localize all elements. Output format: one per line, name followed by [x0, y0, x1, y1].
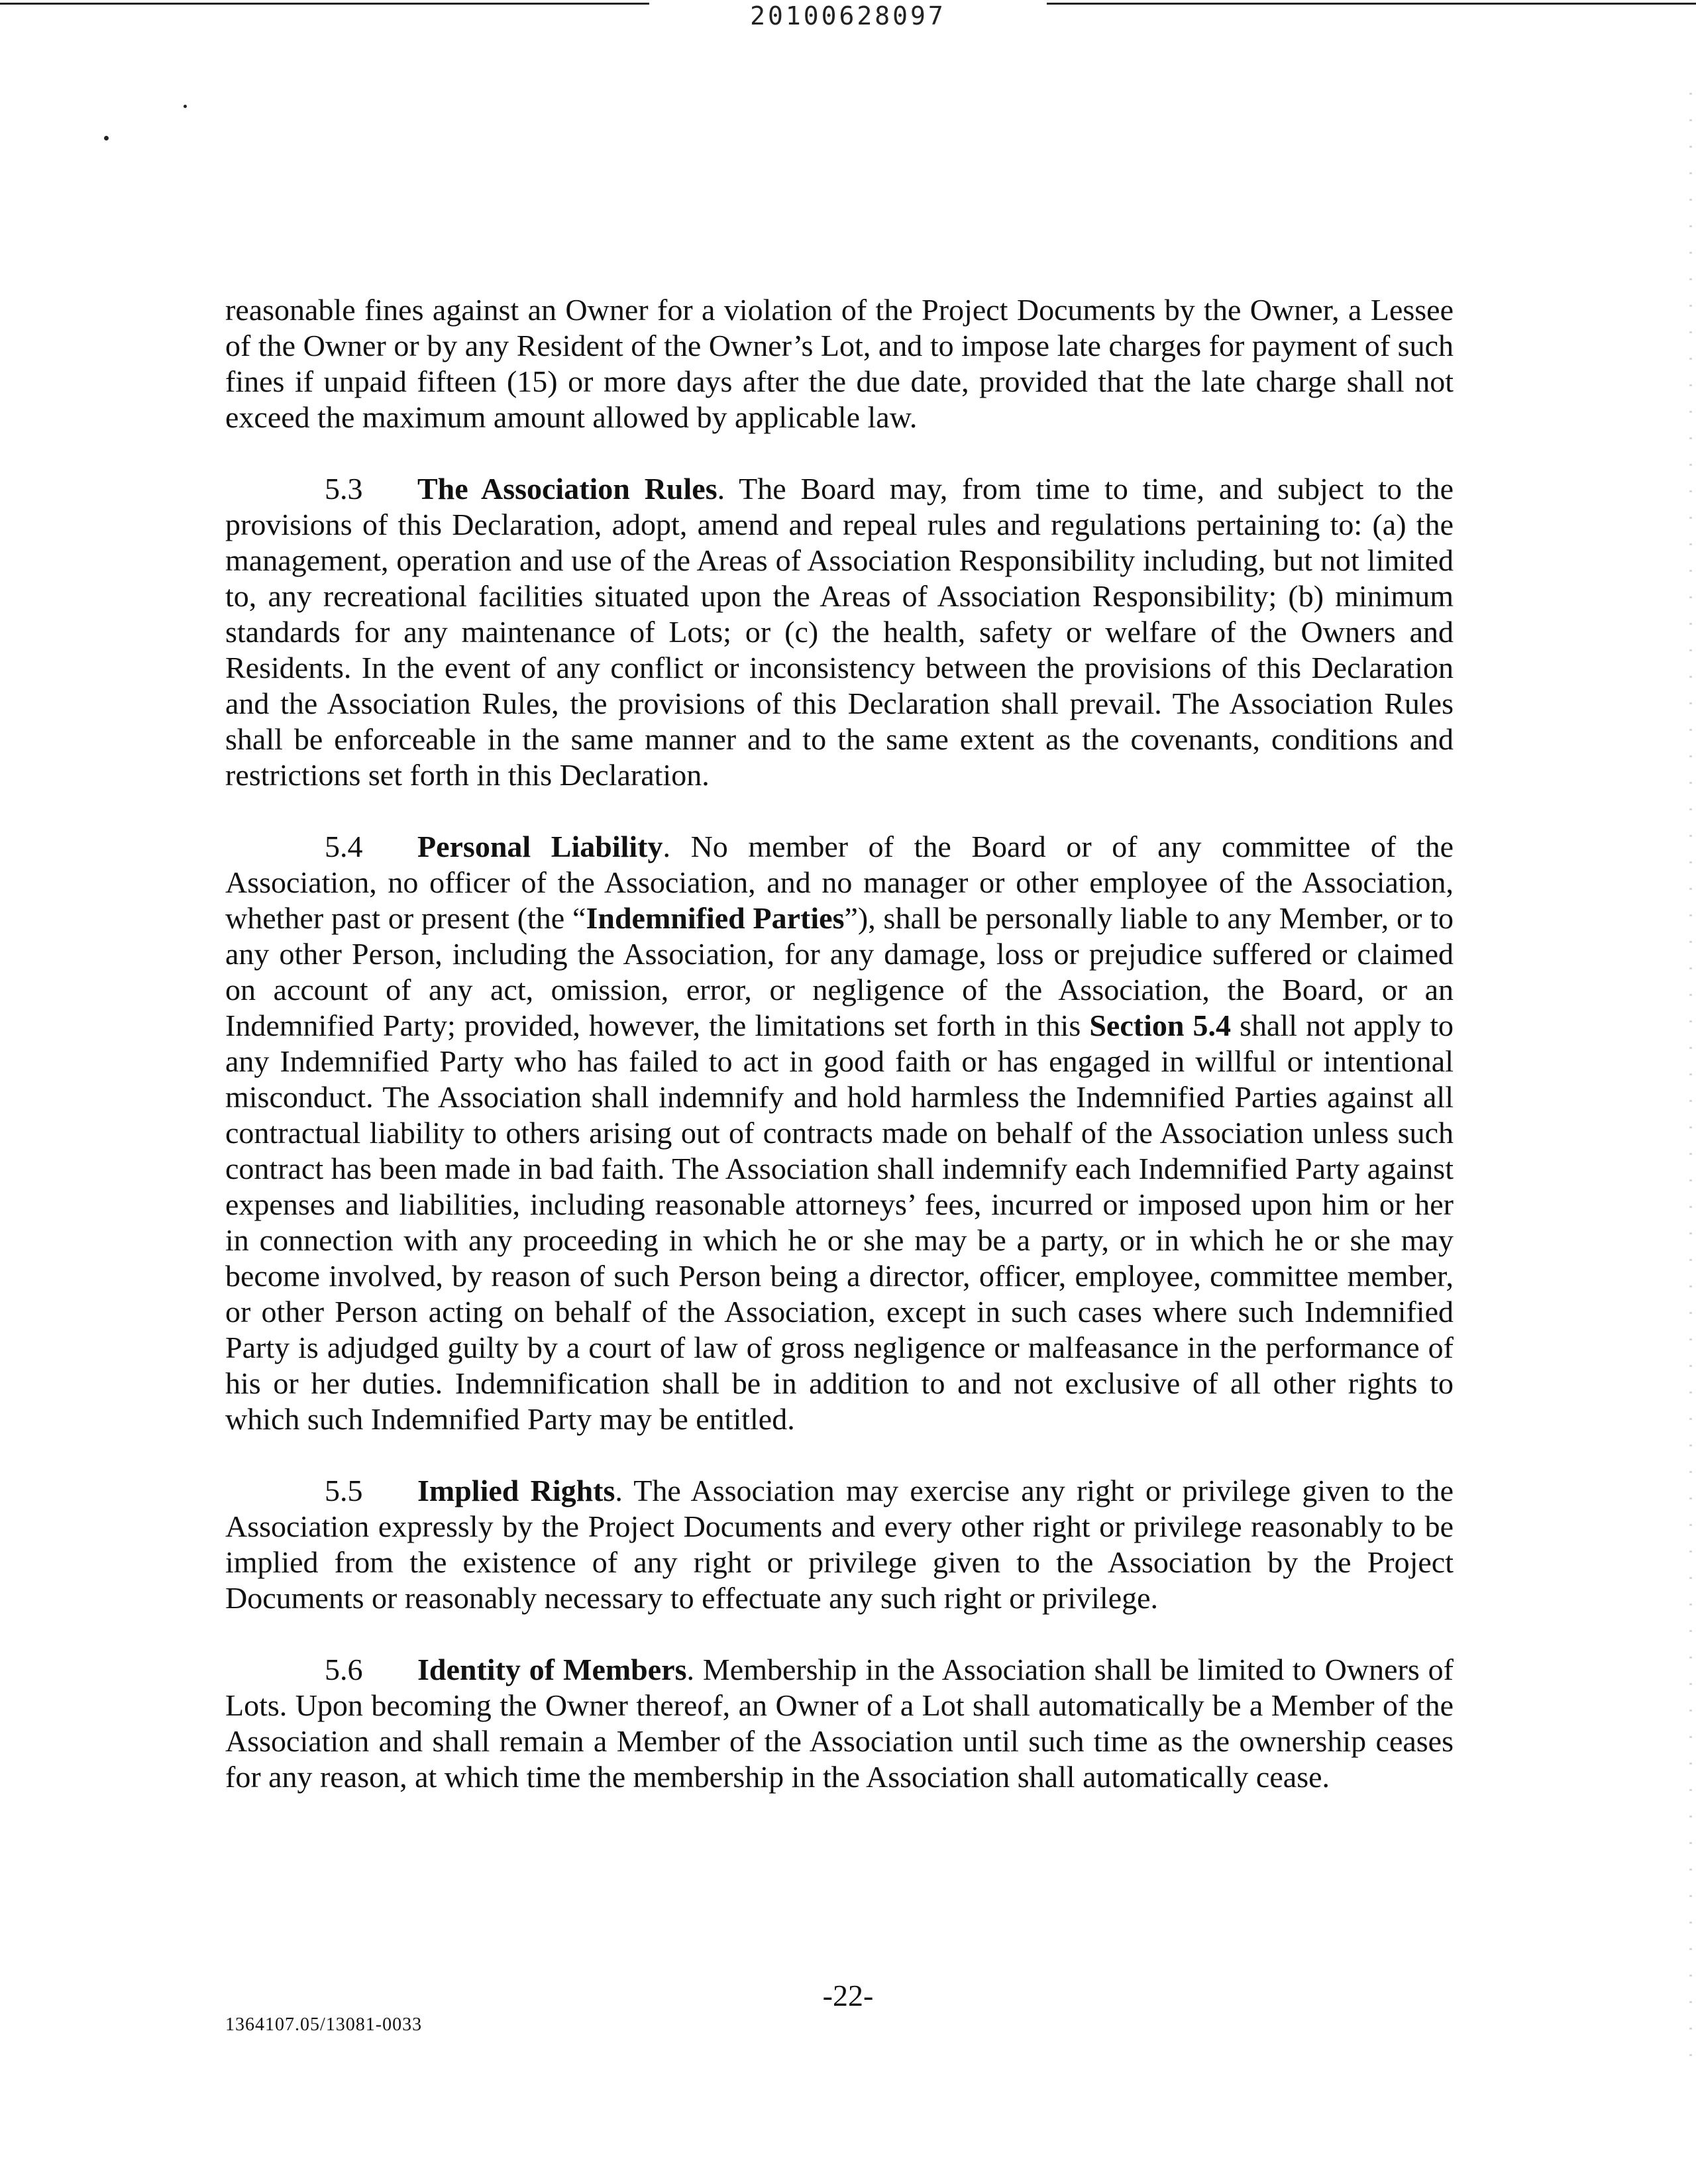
section-text: shall not apply to any Indemnified Party who has failed to act in good faith or has engaged in willful or intentional misconduct. The Association shall indemnify and hold harmless the Indemnified Parties against all contractual liability to others arising out of contracts made on behalf of the Association unless such contract has been made in bad faith. The Association shall indemnify each Indemnified Party against expenses and liabilities, including reasonable attorneys’ fees, incurred or imposed upon him or her in connection with any proceeding in which he or she may be a party, or in which he or she may become involved, by reason of such Person being a director, officer, employee, committee member, or other Person acting on behalf of the Association, except in such cases where such Indemnified Party is adjudged guilty by a court of law of gross negligence or malfeasance in the performance of his or her duties. Indemnification shall be in addition to and not exclusive of all other rights to which such Indemnified Party may be entitled. [225, 1009, 1454, 1436]
page-number: -22- [822, 1979, 874, 2012]
document-body [225, 292, 1454, 1831]
scan-speck [184, 105, 187, 108]
defined-term: Indemnified Parties [586, 901, 845, 935]
recording-number: 20100628097 [750, 1, 946, 30]
section-5-3 [225, 471, 1454, 793]
opening-paragraph: reasonable fines against an Owner for a violation of the Project Documents by the Owner, a Lessee of the Owner or by any Resident of the Owner’s Lot, and to impose late charges for payment of such fines if unpaid fifteen (15) or more days after the due date, provided that the late charge shall not exceed the maximum amount allowed by applicable law. [225, 293, 1454, 434]
section-5-4 [225, 829, 1454, 1437]
section-number: 5.4 [325, 830, 363, 863]
document-id: 1364107.05/13081-0033 [225, 2014, 423, 2035]
section-5-6 [225, 1652, 1454, 1795]
section-reference: Section 5.4 [1089, 1009, 1232, 1042]
section-title: Identity of Members [417, 1653, 687, 1686]
section-5-5 [225, 1473, 1454, 1616]
section-title: Personal Liability [417, 830, 663, 863]
section-number: 5.3 [325, 472, 363, 506]
section-text: . Membership in the Association shall be limited to Owners of Lots. Upon becoming the Owner thereof, an Owner of a Lot shall automatically be a Member of the Association and shall remain a Member of the Association until such time as the ownership ceases for any reason, at which time the membership in the Association shall automatically cease. [225, 1653, 1454, 1794]
section-title: Implied Rights [417, 1474, 615, 1507]
scan-speck [104, 136, 109, 140]
section-number: 5.6 [325, 1653, 363, 1686]
section-title: The Association Rules [417, 472, 717, 506]
section-text: . The Board may, from time to time, and subject to the provisions of this Declaration, adopt, amend and repeal rules and regulations pertaining to: (a) the management, operation and use of the Areas of Association Responsibility including, but not limited to, any recreational facilities situated upon the Areas of Association Responsibility; (b) minimum standards for any maintenance of Lots; or (c) the health, safety or welfare of the Owners and Residents. In the event of any conflict or inconsistency between the provisions of this Declaration and the Association Rules, the provisions of this Declaration shall prevail. The Association Rules shall be enforceable in the same manner and to the same extent as the covenants, conditions and restrictions set forth in this Declaration. [225, 472, 1454, 792]
section-number: 5.5 [325, 1474, 363, 1507]
section-text: . No member of the Board or of any committee of the Association, no officer of the Association, and no manager or other employee of the Association, whether past or present (the “ [225, 830, 1454, 935]
section-text: . The Association may exercise any right or privilege given to the Association expressly by the Project Documents and every other right or privilege reasonably to be implied from the existence of any right or privilege given to the Association by the Project Documents or reasonably necessary to effectuate any such right or privilege. [225, 1474, 1454, 1615]
scan-edge-artifact [1689, 93, 1692, 2081]
section-text: ”), shall be personally liable to any Member, or to any other Person, including the Association, for any damage, loss or prejudice suffered or claimed on account of any act, omission, error, or negligence of the Association, the Board, or an Indemnified Party; provided, however, the limitations set forth in this [225, 901, 1454, 1042]
